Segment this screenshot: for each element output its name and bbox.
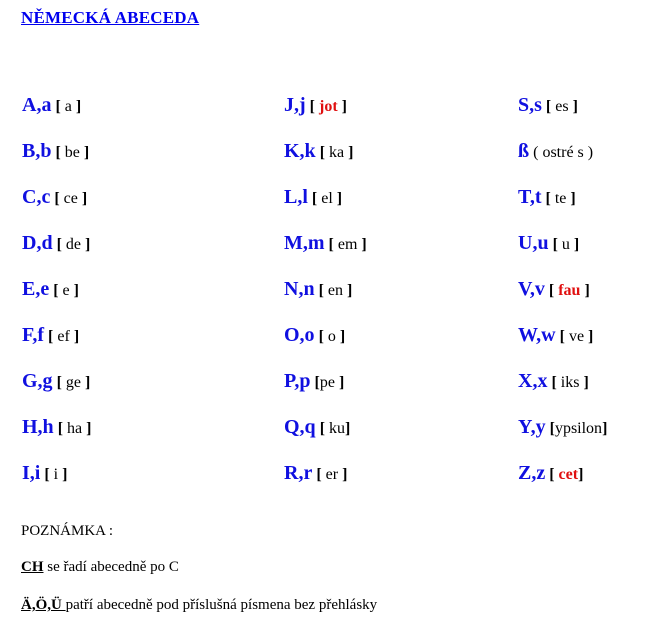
close-bracket: ] [578, 466, 584, 483]
pronunciation: be [60, 144, 84, 161]
pronunciation: u [557, 236, 574, 253]
open-bracket: [ [318, 282, 324, 299]
pronunciation: fau [554, 282, 585, 299]
pronunciation: cet [554, 466, 579, 483]
close-bracket: ] [85, 236, 91, 253]
pronunciation: en [323, 282, 348, 299]
letter-pair: M,m [284, 232, 325, 254]
note-heading: POZNÁMKA : [21, 523, 114, 539]
open-bracket: [ [54, 190, 60, 207]
pronunciation: e [58, 282, 74, 299]
pronunciation: i [49, 466, 63, 483]
letter-pair: R,r [284, 462, 313, 484]
letter-pair: W,w [518, 324, 556, 346]
letter-pair: N,n [284, 278, 315, 300]
open-bracket: [ [53, 282, 59, 299]
letter-pair: G,g [22, 370, 53, 392]
letter-pair: K,k [284, 140, 316, 162]
alphabet-entry [22, 371, 90, 393]
close-bracket: ] [583, 374, 589, 391]
alphabet-entry [22, 233, 90, 255]
close-bracket: ] [345, 420, 351, 437]
open-bracket: [ [318, 328, 324, 345]
open-bracket: [ [551, 374, 557, 391]
alphabet-entry [22, 141, 89, 163]
close-bracket: ] [73, 282, 79, 299]
letter-pair: Q,q [284, 416, 316, 438]
note-ch-text: se řadí abecedně po C [43, 559, 179, 575]
alphabet-entry [284, 141, 353, 163]
open-bracket: [ [48, 328, 54, 345]
alphabet-entry [518, 187, 576, 209]
open-bracket: [ [545, 190, 551, 207]
alphabet-entry [22, 417, 91, 439]
alphabet-entry [284, 463, 347, 485]
close-bracket: ] [339, 328, 346, 345]
pronunciation: ka [325, 144, 349, 161]
open-bracket: [ [316, 466, 322, 483]
letter-pair: E,e [22, 278, 50, 300]
note-line-ch [21, 559, 179, 576]
letter-pair: Z,z [518, 462, 546, 484]
pronunciation: iks [556, 374, 584, 391]
close-bracket: ] [75, 98, 82, 115]
alphabet-entry [284, 233, 367, 255]
close-bracket: ] [341, 98, 347, 115]
open-bracket: [ [55, 98, 61, 115]
open-bracket: [ [545, 98, 552, 115]
alphabet-entry [518, 279, 590, 301]
close-bracket: ] [73, 328, 80, 345]
alphabet-entry [518, 463, 583, 485]
page-title: NĚMECKÁ ABECEDA [21, 8, 200, 27]
open-bracket: [ [57, 420, 64, 437]
open-bracket: [ [319, 144, 326, 161]
close-bracket: ] [85, 374, 91, 391]
alphabet-entry [518, 233, 579, 255]
letter-pair: ß [518, 140, 530, 162]
close-bracket: ] [588, 328, 594, 345]
alphabet-entry [518, 325, 593, 347]
open-bracket: [ [328, 236, 334, 253]
alphabet-entry [518, 95, 578, 117]
letter-pair: U,u [518, 232, 549, 254]
pronunciation: ostré s [538, 144, 588, 161]
close-bracket: ] [86, 420, 92, 437]
open-bracket: [ [314, 374, 320, 391]
close-bracket: ] [342, 466, 348, 483]
close-bracket: ] [361, 236, 367, 253]
open-bracket: [ [549, 466, 555, 483]
letter-pair: D,d [22, 232, 53, 254]
open-bracket: [ [552, 236, 558, 253]
letter-pair: P,p [284, 370, 311, 392]
open-bracket: [ [44, 466, 50, 483]
alphabet-entry [284, 371, 344, 393]
alphabet-entry [22, 325, 79, 347]
open-bracket: [ [56, 236, 62, 253]
alphabet-entry [284, 95, 347, 117]
letter-pair: Y,y [518, 416, 546, 438]
pronunciation: a [60, 98, 76, 115]
pronunciation: de [61, 236, 86, 253]
pronunciation: ce [59, 190, 82, 207]
letter-pair: V,v [518, 278, 545, 300]
open-bracket: [ [311, 190, 318, 207]
alphabet-entry [284, 279, 352, 301]
alphabet-entry [518, 141, 593, 163]
alphabet-entry [518, 417, 607, 439]
pronunciation: jot [315, 98, 342, 115]
pronunciation: em [333, 236, 362, 253]
pronunciation: ku [325, 420, 346, 437]
note-umlaut-text: patří abecedně pod příslušná písmena bez přehlásky [65, 597, 378, 613]
letter-pair: F,f [22, 324, 45, 346]
pronunciation: es [551, 98, 573, 115]
letter-pair: T,t [518, 186, 542, 208]
open-bracket: [ [548, 282, 555, 299]
alphabet-entry [22, 187, 87, 209]
close-bracket: ] [573, 236, 580, 253]
letter-pair: S,s [518, 94, 542, 116]
close-bracket: ] [81, 190, 88, 207]
open-bracket: [ [56, 374, 62, 391]
letter-pair: B,b [22, 140, 52, 162]
close-bracket: ] [347, 282, 353, 299]
alphabet-entry [22, 463, 67, 485]
close-bracket: ] [602, 420, 608, 437]
close-bracket: ] [348, 144, 354, 161]
alphabet-entry [284, 325, 345, 347]
open-bracket: [ [549, 420, 555, 437]
letter-pair: A,a [22, 94, 52, 116]
letter-pair: O,o [284, 324, 315, 346]
pronunciation: ge [61, 374, 85, 391]
pronunciation: el [317, 190, 337, 207]
close-bracket: ] [62, 466, 68, 483]
letter-pair: C,c [22, 186, 51, 208]
close-bracket: ] [584, 282, 590, 299]
note-ch-label: CH [21, 559, 44, 575]
open-bracket: ( [533, 144, 539, 161]
open-bracket: [ [319, 420, 326, 437]
close-bracket: ] [83, 144, 90, 161]
pronunciation: ha [63, 420, 87, 437]
close-bracket: ) [587, 144, 594, 161]
pronunciation: er [321, 466, 343, 483]
open-bracket: [ [309, 98, 315, 115]
letter-pair: I,i [22, 462, 41, 484]
letter-pair: H,h [22, 416, 54, 438]
letter-pair: J,j [284, 94, 306, 116]
pronunciation: ve [564, 328, 589, 345]
alphabet-entry [22, 279, 79, 301]
alphabet-entry [284, 187, 342, 209]
open-bracket: [ [55, 144, 61, 161]
pronunciation: o [323, 328, 340, 345]
pronunciation: pe [319, 374, 339, 391]
note-line-umlaut [21, 597, 377, 614]
close-bracket: ] [570, 190, 576, 207]
alphabet-entry [518, 371, 589, 393]
letter-pair: L,l [284, 186, 308, 208]
note-umlaut-label: Ä,Ö,Ü [21, 597, 66, 613]
close-bracket: ] [572, 98, 578, 115]
alphabet-entry [284, 417, 350, 439]
letter-pair: X,x [518, 370, 548, 392]
open-bracket: [ [559, 328, 565, 345]
pronunciation: te [550, 190, 571, 207]
close-bracket: ] [338, 374, 345, 391]
alphabet-entry [22, 95, 81, 117]
pronunciation: ef [53, 328, 74, 345]
close-bracket: ] [336, 190, 343, 207]
pronunciation: ypsilon [554, 420, 603, 437]
